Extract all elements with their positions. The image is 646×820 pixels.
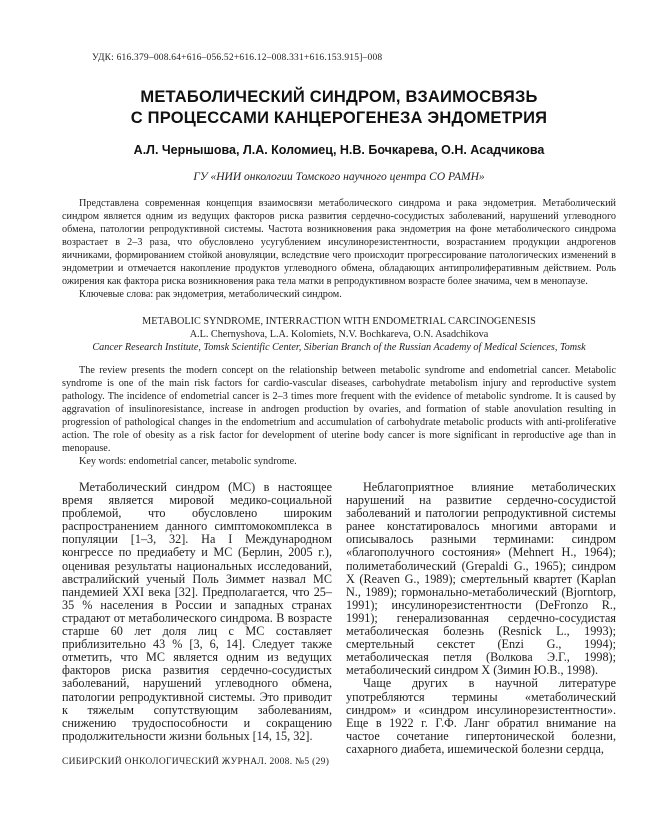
body-paragraph-left: Метаболический синдром (МС) в настоящее время является мировой медико-социальной проблемой, что обусловлено широким распространением данного симптомокомплекса в популяции [1–3, 32]. На I Международном конгрессе по предиабету и МС (Берлин, 2005 г.), оценивая результаты национальных исследований, австралийский ученый Поль Зиммет назвал МС пандемией XXI века [32]. Предполагается, что 25–35 % населения в России и западных странах страдают от метаболического синдрома. В возрасте старше 60 лет доля лиц с МС составляет приблизительно 43 % [3, 6, 14]. Следует также отметить, что МС является одним из ведущих факторов риска развития сердечно-сосудистых заболеваний, нарушений углеводного обмена, патологии репродуктивной системы. Это приводит к тяжелым сопутствующим заболеваниям, снижению трудоспособности и сокращению продолжительности жизни больных [14, 15, 32]. [62,480,332,743]
keywords-en: Key words: endometrial cancer, metabolic syndrome. [79,456,297,467]
journal-footer: СИБИРСКИЙ ОНКОЛОГИЧЕСКИЙ ЖУРНАЛ. 2008. №5 (29) [62,757,330,767]
keywords-ru: Ключевые слова: рак эндометрия, метаболический синдром. [79,289,342,300]
body-left-column [62,481,332,756]
authors-ru: А.Л. Чернышова, Л.А. Коломиец, Н.В. Бочкарева, О.Н. Асадчикова [133,143,545,157]
abstract-ru-text: Представлена современная концепция взаимосвязи метаболического синдрома и рака эндометрия. Метаболический синдром является одним из ведущих факторов риска развития сердечно-сосудистых заболеваний, нарушений углеводного обмена, патологии репродуктивной системы. Частота возникновения рака эндометрия на фоне метаболического синдрома возрастает в 2–3 раза, что обусловлено усугублением инсулинорезистентности, возрастанием продукции андрогенов яичниками, формированием стойкой ановуляции, вследствие чего происходит прогрессирование патологических изменений в эндометрии и отмечается накопление продуктов углеводного обмена, обладающих антипролиферативным действием. Роль ожирения как фактора риска возникновения рака тела матки в репродуктивном возрасте более значима, чем в менопаузе. [62,198,616,287]
english-heading-block [62,315,616,354]
article-title-ru [62,87,616,128]
abstract-ru [62,197,616,301]
body-right-column [346,481,616,756]
affiliation-en: Cancer Research Institute, Tomsk Scientific Center, Siberian Branch of the Russian Academy of Medical Sciences, Tomsk [92,342,586,353]
body-paragraph-right-2: Чаще других в научной литературе употребляются термины «метаболический синдром» и «синдром инсулинорезистентности». Еще в 1922 г. Г.Ф. Ланг обратил внимание на частое сочетание гипертонической болезни, сахарного диабета, ишемической болезни сердца, [346,676,616,756]
body-two-columns [62,481,616,756]
body-paragraph-right-1: Неблагоприятное влияние метаболических нарушений на развитие сердечно-сосудистой заболеваний и патологии репродуктивной системы ранее констатировалось многими авторами и описывалось разными терминами: синдром «благополучного состояния» (Mehnert H., 1964); полиметаболический (Grepaldi G., 1965); синдром X (Reaven G., 1989); смертельный квартет (Kaplan N., 1989); гормонально-метаболический (Bjorntorp, 1991); инсулинорезистентности (DeFronzo R., 1991); генерализованная сердечно-сосудистая метаболическая болезнь (Resnick L., 1993); смертельный секстет (Enzi G., 1994); метаболическая петля (Волкова Э.Г., 1998); метаболический синдром X (Зимин Ю.В., 1998). [346,480,616,678]
authors-en: A.L. Chernyshova, L.A. Kolomiets, N.V. Bochkareva, O.N. Asadchikova [189,329,489,340]
abstract-en [62,364,616,468]
udc-code: УДК: 616.379–008.64+616–056.52+616.12–008.331+616.153.915]–008 [92,53,383,63]
article-title-en: METABOLIC SYNDROME, INTERRACTION WITH ENDOMETRIAL CARCINOGENESIS [142,316,536,327]
affiliation-ru: ГУ «НИИ онкологии Томского научного центра СО РАМН» [193,171,485,183]
article-title-line-2: С ПРОЦЕССАМИ КАНЦЕРОГЕНЕЗА ЭНДОМЕТРИЯ [130,108,548,127]
article-title-line-1: МЕТАБОЛИЧЕСКИЙ СИНДРОМ, ВЗАИМОСВЯЗЬ [140,88,538,106]
abstract-en-text: The review presents the modern concept on the relationship between metabolic syndrome and endometrial cancer. Metabolic syndrome is one of the main risk factors for cardio-vascular diseases, carbohydrate metabolism injury and reproductive system pathology. The incidence of endometrial cancer is 2–3 times more frequent with the evidence of metabolic syndrome. It is caused by aggravation of insulinoresistance, increase in androgen production by ovaries, and formation of stable anovulation resulting in progression of pathological changes in the endometrium and accumulation of carbohydrate metabolic products with anti-proliferative action. The role of obesity as a risk factor for development of uterine body cancer is more significant in reproductive age than in menopause. [62,365,616,454]
